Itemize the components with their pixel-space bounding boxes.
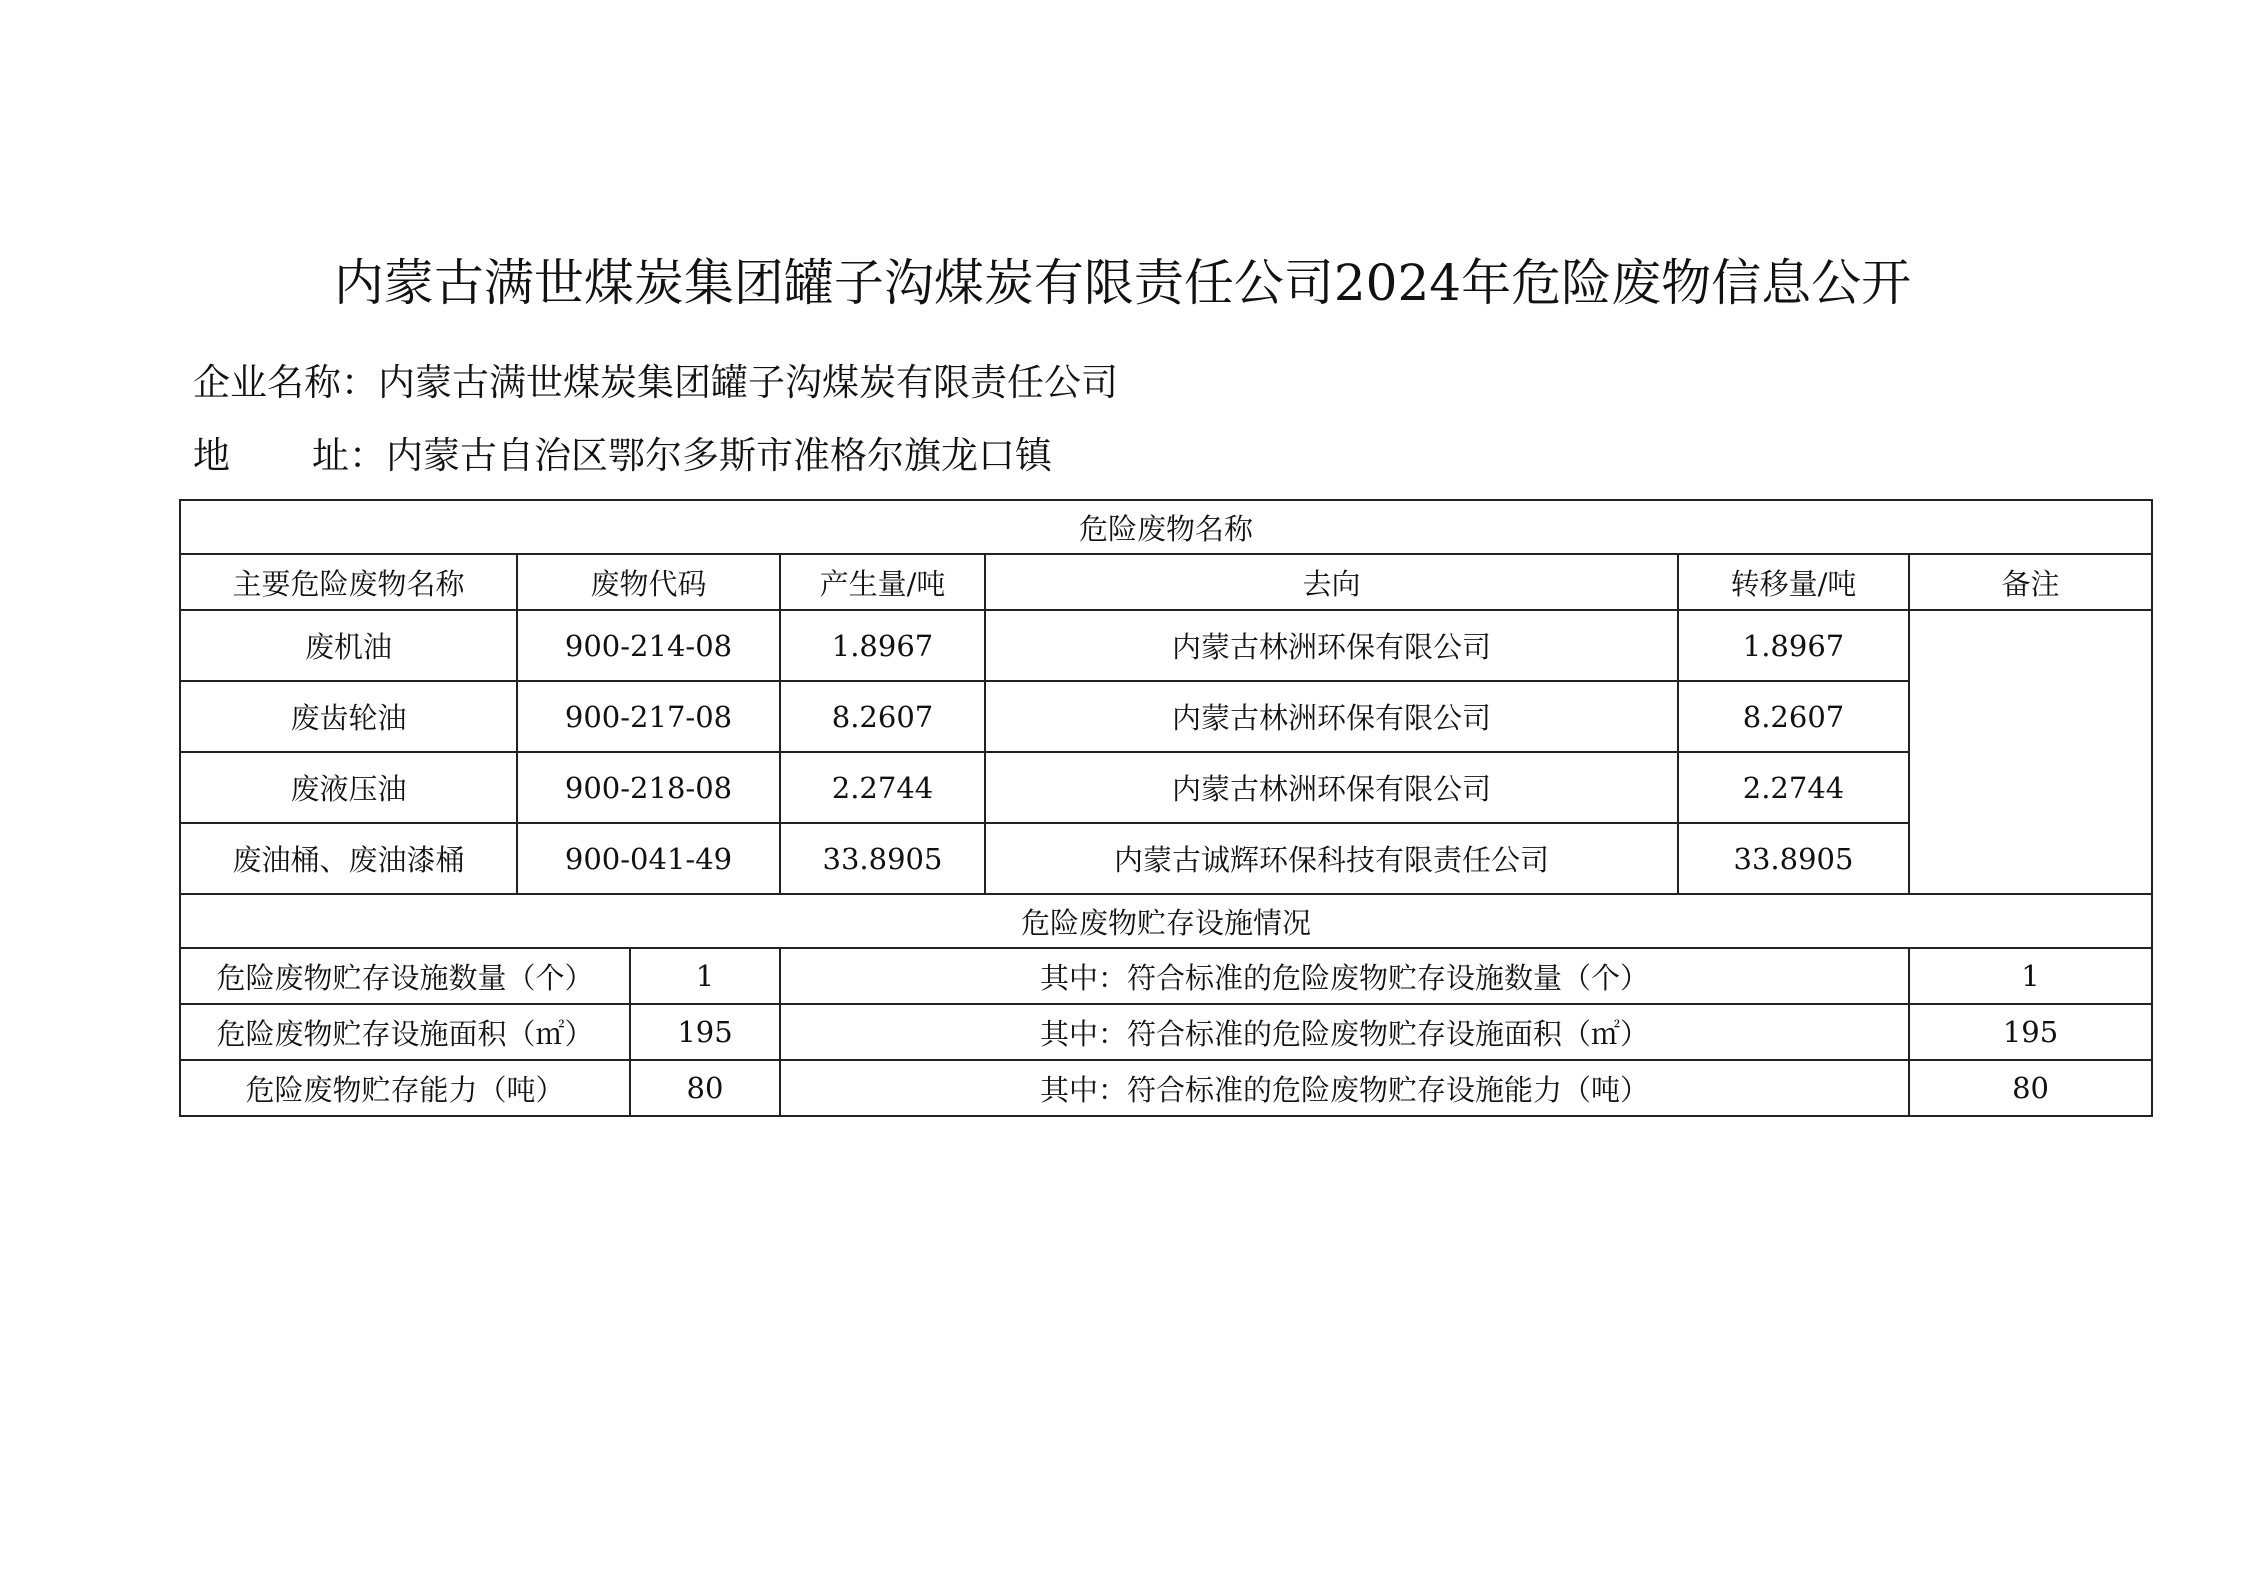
table-row bbox=[180, 1004, 2152, 1060]
waste-transferred: 8.2607 bbox=[1678, 681, 1909, 752]
table-row bbox=[180, 823, 2152, 894]
facility-label: 危险废物贮存设施面积（㎡） bbox=[180, 1004, 630, 1060]
facility-standard-label: 其中：符合标准的危险废物贮存设施能力（吨） bbox=[780, 1060, 1909, 1116]
address-label-part1: 地 bbox=[193, 434, 230, 477]
col-header-destination: 去向 bbox=[985, 554, 1678, 610]
table-row bbox=[180, 1060, 2152, 1116]
facility-standard-label: 其中：符合标准的危险废物贮存设施面积（㎡） bbox=[780, 1004, 1909, 1060]
table-row bbox=[180, 681, 2152, 752]
waste-destination: 内蒙古诚辉环保科技有限责任公司 bbox=[985, 823, 1678, 894]
facility-value: 1 bbox=[630, 948, 780, 1004]
waste-name: 废油桶、废油漆桶 bbox=[180, 823, 517, 894]
waste-generated: 33.8905 bbox=[780, 823, 985, 894]
col-header-transferred: 转移量/吨 bbox=[1678, 554, 1909, 610]
waste-code: 900-214-08 bbox=[517, 610, 780, 681]
page-title: 内蒙古满世煤炭集团罐子沟煤炭有限责任公司2024年危险废物信息公开 bbox=[333, 254, 1912, 312]
facility-label: 危险废物贮存能力（吨） bbox=[180, 1060, 630, 1116]
address-label-part2: 址： bbox=[312, 434, 386, 477]
waste-destination: 内蒙古林洲环保有限公司 bbox=[985, 752, 1678, 823]
facility-value: 80 bbox=[630, 1060, 780, 1116]
facility-section-header-row bbox=[180, 894, 2152, 948]
waste-destination: 内蒙古林洲环保有限公司 bbox=[985, 681, 1678, 752]
facility-section-title: 危险废物贮存设施情况 bbox=[180, 894, 2152, 948]
col-header-generated: 产生量/吨 bbox=[780, 554, 985, 610]
waste-code: 900-217-08 bbox=[517, 681, 780, 752]
facility-standard-value: 195 bbox=[1909, 1004, 2152, 1060]
facility-value: 195 bbox=[630, 1004, 780, 1060]
waste-name: 废液压油 bbox=[180, 752, 517, 823]
waste-column-header-row bbox=[180, 554, 2152, 610]
waste-generated: 8.2607 bbox=[780, 681, 985, 752]
waste-section-header-row bbox=[180, 500, 2152, 554]
col-header-name: 主要危险废物名称 bbox=[180, 554, 517, 610]
waste-name: 废齿轮油 bbox=[180, 681, 517, 752]
waste-transferred: 33.8905 bbox=[1678, 823, 1909, 894]
facility-label: 危险废物贮存设施数量（个） bbox=[180, 948, 630, 1004]
address-value: 内蒙古自治区鄂尔多斯市准格尔旗龙口镇 bbox=[386, 434, 1052, 477]
address-label bbox=[193, 431, 386, 481]
waste-generated: 2.2744 bbox=[780, 752, 985, 823]
company-line bbox=[193, 358, 1118, 408]
waste-destination: 内蒙古林洲环保有限公司 bbox=[985, 610, 1678, 681]
table-row bbox=[180, 948, 2152, 1004]
col-header-remark: 备注 bbox=[1909, 554, 2152, 610]
company-name: 内蒙古满世煤炭集团罐子沟煤炭有限责任公司 bbox=[378, 361, 1118, 404]
table-row bbox=[180, 752, 2152, 823]
hazardous-waste-table bbox=[179, 499, 2153, 1117]
facility-standard-label: 其中：符合标准的危险废物贮存设施数量（个） bbox=[780, 948, 1909, 1004]
waste-name: 废机油 bbox=[180, 610, 517, 681]
waste-code: 900-218-08 bbox=[517, 752, 780, 823]
waste-transferred: 1.8967 bbox=[1678, 610, 1909, 681]
facility-standard-value: 80 bbox=[1909, 1060, 2152, 1116]
waste-section-title: 危险废物名称 bbox=[180, 500, 2152, 554]
waste-generated: 1.8967 bbox=[780, 610, 985, 681]
facility-standard-value: 1 bbox=[1909, 948, 2152, 1004]
col-header-code: 废物代码 bbox=[517, 554, 780, 610]
address-line bbox=[193, 431, 1052, 481]
waste-remark bbox=[1909, 610, 2152, 894]
company-label: 企业名称： bbox=[193, 361, 378, 404]
waste-transferred: 2.2744 bbox=[1678, 752, 1909, 823]
table-row bbox=[180, 610, 2152, 681]
waste-code: 900-041-49 bbox=[517, 823, 780, 894]
